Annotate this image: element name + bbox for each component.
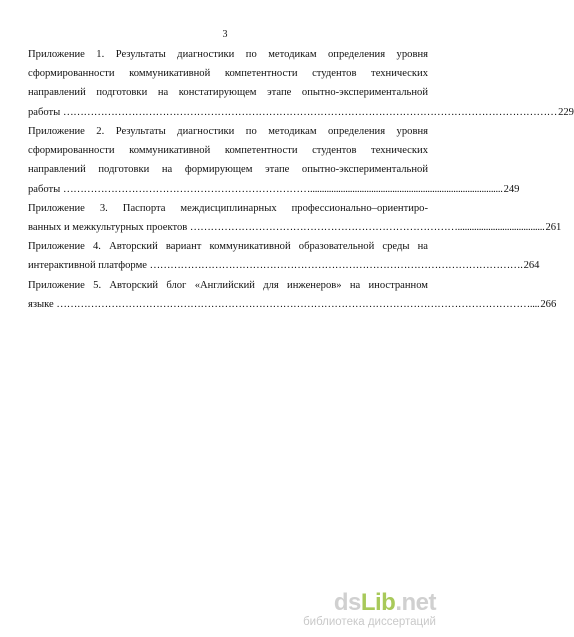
toc-entry-line: Приложение 3. Паспорта междисциплинарных профессионально–ориентиро- bbox=[28, 203, 428, 214]
toc-entry-last-line bbox=[28, 180, 520, 199]
toc-page-number: 264 bbox=[523, 260, 540, 272]
toc-dot-leader: ……………………………………………………………………………………………………………………………… bbox=[62, 106, 558, 118]
toc-dot-leader: ……………………………………………………………….................................................................................. bbox=[62, 183, 503, 195]
toc-entry-last-line bbox=[28, 295, 557, 314]
toc-entry-text: работы bbox=[28, 106, 61, 118]
toc-entry-line: Приложение 4. Авторский вариант коммуникативной образовательной среды на bbox=[28, 241, 428, 252]
toc-entry-line: сформированности коммуникативной компетентности студентов технических bbox=[28, 145, 428, 157]
toc-dot-leader: ………………………………………………………………………………………………. bbox=[149, 260, 523, 272]
toc-entry-last-line bbox=[28, 218, 562, 237]
toc-entry-line: сформированности коммуникативной компетентности студентов технических bbox=[28, 68, 428, 80]
toc-entry-text: работы bbox=[28, 183, 61, 195]
toc-page-number: 229 bbox=[558, 106, 574, 118]
logo-ds: ds bbox=[333, 589, 361, 616]
toc-entry-last-line bbox=[28, 256, 540, 275]
toc-dot-leader: ………………………………………………………………………………………………………………………….... bbox=[56, 299, 540, 311]
toc-entry-text: ванных и межкультурных проектов bbox=[28, 222, 188, 234]
toc-entry-appendix-5[interactable] bbox=[28, 276, 557, 314]
toc-page-number: 266 bbox=[540, 299, 557, 311]
toc-entry-text: языке bbox=[28, 299, 54, 311]
toc-entry-appendix-4[interactable] bbox=[28, 237, 540, 275]
toc-page-number: 249 bbox=[503, 183, 520, 195]
toc-dot-leader: ……………………………………………………………………..................................... bbox=[189, 222, 545, 234]
toc-entry-line: Приложение 1. Результаты диагностики по методикам определения уровня bbox=[28, 49, 428, 60]
dslib-watermark bbox=[303, 591, 436, 629]
toc-entry-appendix-2[interactable] bbox=[28, 122, 520, 199]
toc-entry-line: направлений подготовки на формирующем этапе опытно-экспериментальной bbox=[28, 164, 428, 176]
toc-entry-line: Приложение 5. Авторский блог «Английский для инженеров» на иностранном bbox=[28, 280, 428, 291]
toc-entry-line: Приложение 2. Результаты диагностики по методикам определения уровня bbox=[28, 126, 428, 137]
watermark-subtitle: библиотека диссертаций bbox=[303, 616, 436, 628]
toc-entry-text: интерактивной платформе bbox=[28, 260, 147, 272]
toc-entry-line: направлений подготовки на констатирующем этапе опытно-экспериментальной bbox=[28, 87, 428, 99]
page-number: 3 bbox=[222, 29, 228, 40]
toc-entry-appendix-3[interactable] bbox=[28, 199, 562, 237]
logo-net: .net bbox=[395, 589, 436, 616]
toc-page-number: 261 bbox=[545, 222, 562, 234]
logo-lib: Lib bbox=[360, 589, 396, 616]
toc-entry-last-line bbox=[28, 103, 574, 122]
toc-entry-appendix-1[interactable] bbox=[28, 45, 574, 122]
dslib-logo bbox=[303, 591, 436, 615]
